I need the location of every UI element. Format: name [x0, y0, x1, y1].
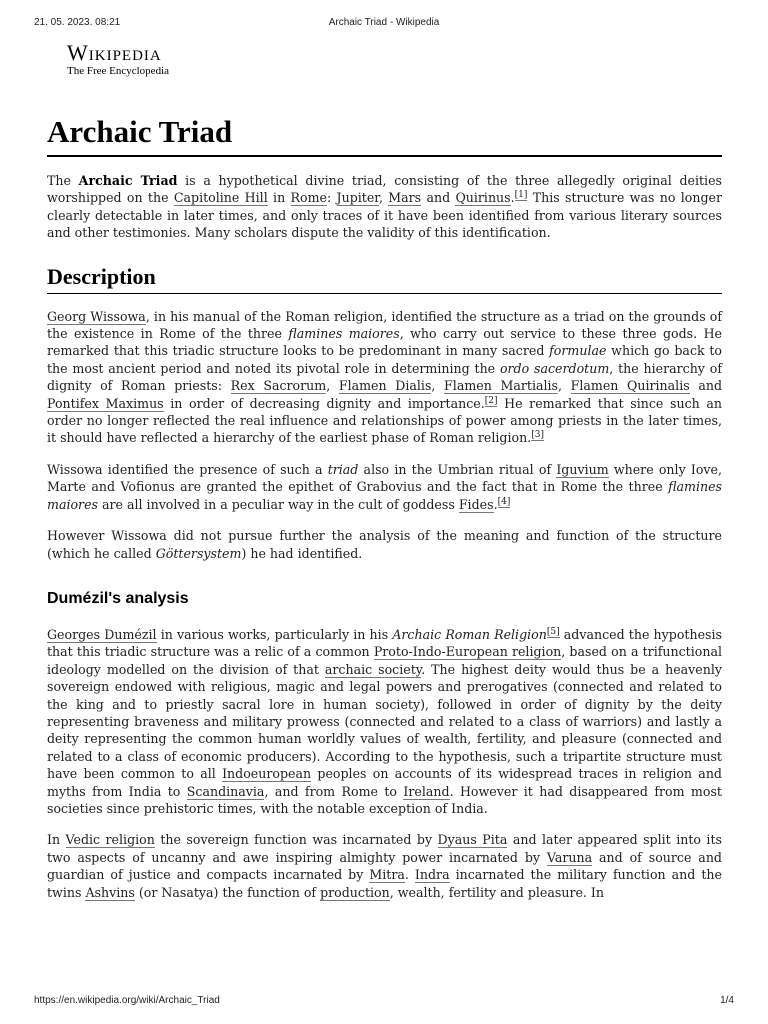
italic-term: Archaic Roman Religion — [392, 626, 547, 642]
link-dyaus-pita[interactable]: Dyaus Pita — [437, 832, 508, 848]
text: , — [378, 190, 389, 206]
text: , who carry out service to these three gods. He remarked that this triadic structure looks to be predominant in many sacred — [47, 326, 723, 359]
text: and of source and guardian of justice and compacts incarnated by — [47, 849, 722, 883]
text: In — [47, 832, 66, 848]
italic-term: triad — [327, 461, 359, 477]
link-scandinavia[interactable]: Scandinavia — [186, 783, 265, 799]
text: , — [326, 378, 339, 394]
link-ireland[interactable]: Ireland — [403, 783, 450, 799]
text: This structure was no longer clearly detectable in later times, and only traces of it have been identified from various literary sources and other testimonies. Many scholars dispute the validity of this identification. — [47, 190, 722, 241]
text: , — [558, 378, 571, 394]
text: . — [404, 867, 415, 883]
text: where only Iove, Marte and Vofionus are granted the epithet of Grabovius and the fact that in Rome the three — [47, 461, 722, 495]
description-paragraph-3 — [47, 527, 722, 562]
italic-term: ordo sacerdotum — [499, 360, 610, 376]
text: also in the Umbrian ritual of — [358, 461, 557, 477]
section-heading-description: Description — [47, 263, 722, 294]
text: ) he had identified. — [241, 545, 363, 561]
citation-ref[interactable] — [515, 190, 528, 201]
text: in various works, particularly in his — [156, 626, 393, 642]
print-footer — [34, 995, 734, 1009]
print-url: https://en.wikipedia.org/wiki/Archaic_Triad — [34, 995, 220, 1006]
print-header — [34, 17, 734, 31]
text: (or Nasatya) the function of — [134, 884, 321, 900]
citation-ref-label[interactable]: [5] — [546, 626, 560, 637]
dumezil-paragraph-2 — [47, 831, 722, 901]
link-archaic-society[interactable]: archaic society — [324, 661, 422, 677]
text: , — [431, 378, 445, 394]
link-georges-dumezil[interactable]: Georges Dumézil — [47, 626, 157, 642]
wikipedia-logo[interactable] — [67, 42, 169, 78]
text: . — [510, 190, 515, 206]
link-flamen-dialis[interactable]: Flamen Dialis — [338, 378, 432, 394]
citation-ref-label[interactable]: [3] — [531, 430, 544, 441]
link-flamen-martialis[interactable]: Flamen Martialis — [444, 378, 558, 394]
intro-paragraph — [47, 172, 722, 242]
text: which go back to the most ancient period and noted its pivotal role in determining the — [47, 343, 722, 376]
text: are all involved in a peculiar way in the cult of goddess — [98, 496, 459, 512]
text: . — [493, 496, 498, 512]
text: , wealth, fertility and pleasure. In — [389, 884, 605, 900]
text: . However it had disappeared from most societies since prehistoric times, with the notable exception of India. — [47, 783, 722, 816]
text: The — [47, 173, 79, 188]
text: , in his manual of the Roman religion, identified the structure as a triad on the grounds of the existence in Rome of the three — [47, 308, 722, 342]
link-rex-sacrorum[interactable]: Rex Sacrorum — [230, 378, 327, 394]
text: . The highest deity would thus be a heavenly sovereign endowed with religious, magic and legal powers and prerogatives (connected and related to the king and to priestly sacral lore in human society), followed in order of dignity by the deity representing braveness and military prowess (connected and related to a class of warriors) and lastly a deity representing the common human worldly values of wealth, fertility, and pleasure (connected and related to a class of economic producers). According to the hypothesis, such a tripartite structure must have been common to all — [47, 661, 722, 782]
subsection-heading-dumezil: Dumézil's analysis — [47, 589, 189, 607]
citation-ref[interactable] — [498, 497, 511, 508]
link-ashvins[interactable]: Ashvins — [85, 884, 135, 900]
text: , the hierarchy of dignity of Roman priests: — [47, 360, 722, 394]
link-georg-wissowa[interactable]: Georg Wissowa — [47, 308, 146, 324]
text: advanced the hypothesis that this triadic structure was a relic of a common — [47, 626, 723, 660]
italic-term: formulae — [549, 343, 607, 359]
link-capitoline-hill[interactable]: Capitoline Hill — [173, 190, 268, 206]
link-mars[interactable]: Mars — [388, 190, 422, 206]
link-quirinus[interactable]: Quirinus — [455, 190, 511, 206]
link-fides[interactable]: Fides — [458, 496, 494, 512]
print-page-number: 1/4 — [720, 995, 734, 1006]
citation-ref[interactable] — [547, 627, 560, 638]
text: in — [267, 190, 291, 206]
print-tab-title: Archaic Triad - Wikipedia — [328, 17, 440, 28]
article-content — [47, 112, 722, 909]
bold-term: Archaic Triad — [78, 173, 178, 188]
text: and — [421, 190, 456, 206]
text: the sovereign function was incarnated by — [154, 832, 438, 848]
dumezil-paragraph-1 — [47, 626, 722, 817]
text: and later appeared split into its two aspects of uncanny and awe inspiring almighty power incarnated by — [47, 832, 722, 865]
link-vedic-religion[interactable]: Vedic religion — [65, 832, 155, 848]
link-indoeuropean[interactable]: Indoeuropean — [222, 766, 312, 782]
text: However Wissowa did not pursue further the analysis of the meaning and function of the structure (which he called — [47, 528, 722, 561]
citation-ref-label[interactable]: [2] — [484, 395, 498, 406]
text: peoples on accounts of its widespread traces in religion and myths from India to — [47, 766, 722, 799]
citation-ref-label[interactable]: [1] — [514, 190, 528, 201]
citation-ref[interactable] — [531, 430, 544, 441]
link-varuna[interactable]: Varuna — [546, 849, 593, 865]
link-flamen-quirinalis[interactable]: Flamen Quirinalis — [570, 378, 690, 394]
link-proto-indo-european-religion[interactable]: Proto-Indo-European religion — [373, 644, 562, 660]
text: He remarked that since such an order no longer reflected the real influence and relationships of power among priests in the later times, it should have reflected a hierarchy of the earliest phase of Roman religion. — [47, 395, 722, 446]
link-iguvium[interactable]: Iguvium — [556, 461, 609, 477]
text: : — [326, 190, 337, 206]
description-paragraph-1 — [47, 308, 722, 447]
print-datetime: 21. 05. 2023. 08:21 — [34, 17, 121, 28]
italic-term: flamines maiores — [47, 479, 722, 512]
text: , and from Rome to — [264, 783, 404, 799]
description-paragraph-2 — [47, 461, 722, 513]
logo-tagline: The Free Encyclopedia — [67, 65, 170, 77]
link-pontifex-maximus[interactable]: Pontifex Maximus — [47, 395, 164, 411]
page-break-clip — [47, 831, 722, 909]
link-jupiter[interactable]: Jupiter — [336, 190, 379, 206]
text: is a hypothetical divine triad, consisting of the three allegedly original deities worshipped on the — [47, 173, 723, 206]
citation-ref[interactable] — [485, 396, 498, 407]
link-rome[interactable]: Rome — [290, 190, 327, 206]
link-mitra[interactable]: Mitra — [369, 867, 405, 883]
link-production[interactable]: production — [320, 884, 390, 900]
text: incarnated the military function and the twins — [47, 867, 722, 900]
citation-ref-label[interactable]: [4] — [497, 496, 511, 507]
text: , based on a trifunctional ideology modelled on the division of that — [47, 644, 722, 677]
italic-term: Göttersystem — [155, 545, 242, 561]
text: Wissowa identified the presence of such a — [47, 461, 328, 477]
text: and — [689, 378, 723, 394]
logo-wordmark: Wikipedia — [67, 40, 162, 65]
italic-term: flamines maiores — [288, 326, 400, 342]
text: in order of decreasing dignity and importance. — [163, 395, 485, 411]
page-title: Archaic Triad — [47, 112, 722, 157]
link-indra[interactable]: Indra — [414, 867, 450, 883]
